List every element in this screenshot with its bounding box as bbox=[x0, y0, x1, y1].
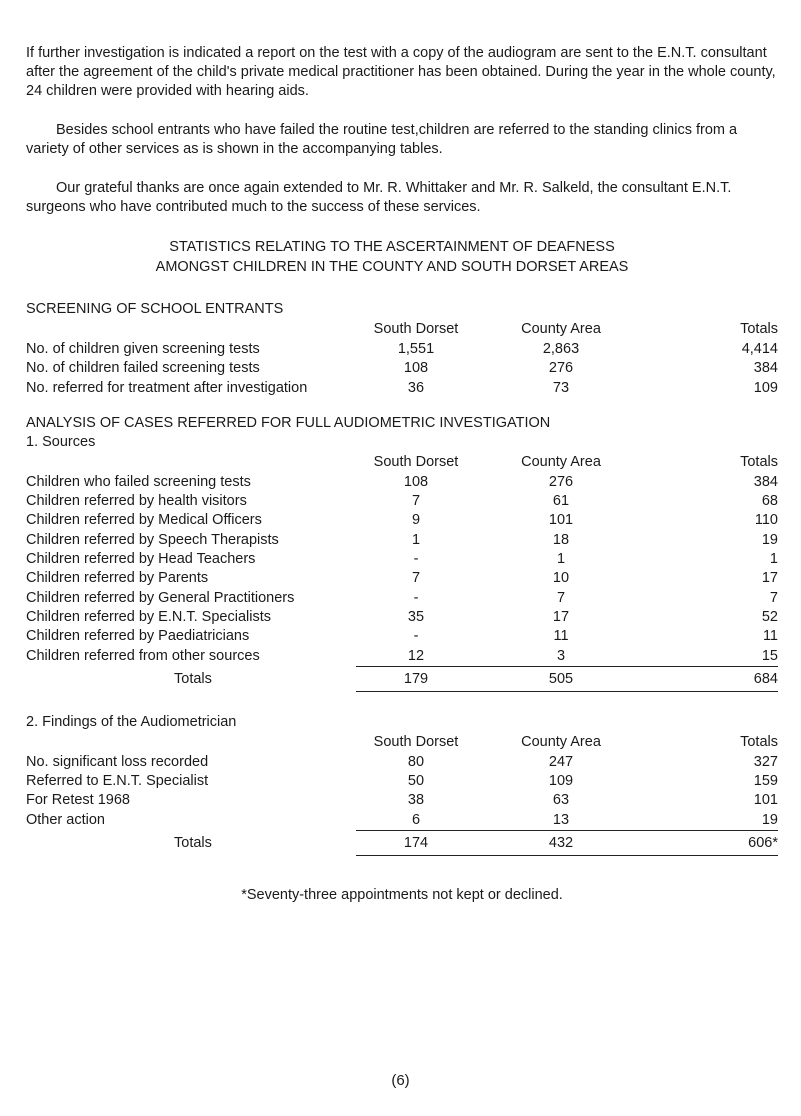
column-header-county-area: County Area bbox=[521, 453, 601, 470]
page-number: (6) bbox=[391, 1072, 410, 1089]
totals-value: 4,414 bbox=[741, 341, 778, 357]
document-page bbox=[26, 44, 778, 905]
totals-value: 327 bbox=[753, 753, 778, 770]
table-row bbox=[26, 550, 778, 569]
south-dorset-value: 108 bbox=[403, 473, 429, 490]
table-row bbox=[26, 753, 778, 772]
table-row bbox=[26, 340, 778, 359]
table-row bbox=[26, 772, 778, 791]
county-area-value: 63 bbox=[552, 792, 570, 809]
table-row bbox=[26, 647, 778, 667]
county-area-value: 3 bbox=[476, 647, 646, 667]
table-header-row bbox=[26, 452, 778, 473]
county-area-value: 61 bbox=[552, 493, 570, 510]
table-row bbox=[26, 569, 778, 588]
column-header-totals: Totals bbox=[740, 733, 778, 750]
county-area-total: 505 bbox=[476, 666, 646, 691]
county-area-value: 109 bbox=[548, 773, 574, 790]
row-label: Children referred by E.N.T. Specialists bbox=[26, 608, 271, 625]
county-area-value: 10 bbox=[552, 570, 570, 587]
row-label: Children who failed screening tests bbox=[26, 473, 251, 490]
south-dorset-value: 7 bbox=[411, 493, 421, 510]
sources-table bbox=[26, 452, 778, 692]
totals-value: 68 bbox=[761, 493, 778, 510]
south-dorset-value: - bbox=[413, 551, 419, 568]
analysis-title: ANALYSIS OF CASES REFERRED FOR FULL AUDIOMETRIC INVESTIGATION bbox=[26, 414, 551, 431]
paragraph-clinics: Besides school entrants who have failed the routine test,children are referred to the standing clinics from a variety of other services as is shown in the accompanying tables. bbox=[26, 122, 738, 157]
totals-value: 17 bbox=[761, 570, 778, 587]
heading-line-1: STATISTICS RELATING TO THE ASCERTAINMENT OF DEAFNESS bbox=[169, 239, 615, 255]
row-label: Children referred by Parents bbox=[26, 570, 209, 587]
row-label: Children referred by Paediatricians bbox=[26, 628, 250, 645]
table-row bbox=[26, 791, 778, 810]
table-row bbox=[26, 473, 778, 492]
row-label: Referred to E.N.T. Specialist bbox=[26, 773, 209, 790]
row-label: No. of children given screening tests bbox=[26, 341, 260, 357]
table-row bbox=[26, 627, 778, 646]
south-dorset-value: 50 bbox=[407, 773, 425, 790]
column-header-county-area: County Area bbox=[521, 733, 601, 750]
totals-value: 7 bbox=[769, 589, 778, 606]
totals-value: 19 bbox=[646, 811, 778, 831]
county-area-total: 432 bbox=[476, 831, 646, 856]
findings-table bbox=[26, 732, 778, 856]
south-dorset-value: 80 bbox=[407, 753, 425, 770]
screening-table bbox=[26, 319, 778, 398]
totals-value: 1 bbox=[769, 551, 778, 568]
paragraph-referral: If further investigation is indicated a report on the test with a copy of the audiogram are sent to the E.N.T. consultant after the agreement of the child's private medical practitioner has been obtained. During the year in the whole county, 24 children were provided with hearing aids. bbox=[26, 45, 776, 99]
paragraph-thanks: Our grateful thanks are once again extended to Mr. R. Whittaker and Mr. R. Salkeld, the consultant E.N.T. surgeons who have contributed much to the success of these services. bbox=[26, 180, 732, 215]
table-row bbox=[26, 811, 778, 831]
column-header-county-area: County Area bbox=[521, 320, 601, 337]
totals-value: 109 bbox=[753, 379, 778, 396]
column-header-south-dorset: South Dorset bbox=[373, 453, 459, 470]
column-header-south-dorset: South Dorset bbox=[373, 733, 459, 750]
totals-value: 19 bbox=[761, 531, 778, 548]
county-area-value: 276 bbox=[548, 360, 574, 377]
totals-value: 52 bbox=[761, 608, 778, 625]
row-label: Children referred by health visitors bbox=[26, 493, 247, 510]
table-header-row bbox=[26, 732, 778, 753]
south-dorset-value: - bbox=[413, 628, 419, 645]
column-header-south-dorset: South Dorset bbox=[373, 320, 459, 337]
county-area-value: 73 bbox=[552, 379, 570, 396]
totals-value: 15 bbox=[646, 647, 778, 667]
south-dorset-value: 7 bbox=[411, 570, 421, 587]
table-row bbox=[26, 379, 778, 398]
row-label: Children referred by Head Teachers bbox=[26, 551, 256, 568]
totals-value: 384 bbox=[753, 473, 778, 490]
south-dorset-value: - bbox=[413, 589, 419, 606]
table-row bbox=[26, 531, 778, 550]
south-dorset-value: 6 bbox=[356, 811, 476, 831]
south-dorset-value: 108 bbox=[403, 360, 429, 377]
totals-value: 159 bbox=[753, 773, 778, 790]
south-dorset-value: 12 bbox=[356, 647, 476, 667]
south-dorset-value: 35 bbox=[407, 608, 425, 625]
table-row bbox=[26, 492, 778, 511]
south-dorset-value: 1 bbox=[411, 531, 421, 548]
south-dorset-total: 174 bbox=[356, 831, 476, 856]
row-label: Children referred by Speech Therapists bbox=[26, 531, 279, 548]
row-label: Other action bbox=[26, 812, 105, 828]
county-area-value: 1 bbox=[556, 551, 566, 568]
findings-title: 2. Findings of the Audiometrician bbox=[26, 713, 237, 730]
south-dorset-value: 36 bbox=[407, 379, 425, 396]
south-dorset-value: 38 bbox=[407, 792, 425, 809]
table-header-row bbox=[26, 319, 778, 340]
county-area-value: 2,863 bbox=[542, 341, 580, 357]
table-row bbox=[26, 589, 778, 608]
row-label: No. referred for treatment after investigation bbox=[26, 379, 308, 396]
county-area-value: 7 bbox=[556, 589, 566, 606]
heading-line-2: AMONGST CHILDREN IN THE COUNTY AND SOUTH DORSET AREAS bbox=[155, 258, 629, 275]
county-area-value: 18 bbox=[552, 531, 570, 548]
row-label: Children referred by Medical Officers bbox=[26, 512, 262, 529]
totals-value: 101 bbox=[753, 792, 778, 809]
county-area-value: 13 bbox=[476, 811, 646, 831]
table-row bbox=[26, 359, 778, 378]
south-dorset-value: 9 bbox=[411, 512, 421, 529]
county-area-value: 276 bbox=[548, 473, 574, 490]
screening-title: SCREENING OF SCHOOL ENTRANTS bbox=[26, 301, 284, 317]
row-label: No. significant loss recorded bbox=[26, 753, 209, 770]
county-area-value: 247 bbox=[548, 753, 574, 770]
county-area-value: 11 bbox=[553, 628, 569, 645]
totals-row bbox=[26, 831, 778, 856]
column-header-totals: Totals bbox=[740, 320, 778, 337]
row-label: Children referred by General Practitioners bbox=[26, 589, 295, 606]
statistics-heading bbox=[6, 238, 778, 277]
south-dorset-total: 179 bbox=[356, 666, 476, 691]
totals-value: 110 bbox=[754, 512, 778, 529]
grand-total: 684 bbox=[646, 666, 778, 691]
totals-label: Totals bbox=[174, 835, 212, 852]
grand-total: 606* bbox=[646, 831, 778, 856]
south-dorset-value: 1,551 bbox=[397, 341, 435, 357]
totals-row bbox=[26, 666, 778, 691]
county-area-value: 17 bbox=[552, 608, 570, 625]
totals-value: 11 bbox=[762, 628, 778, 645]
row-label: Children referred from other sources bbox=[26, 647, 260, 664]
totals-label: Totals bbox=[174, 670, 212, 687]
row-label: No. of children failed screening tests bbox=[26, 360, 260, 377]
county-area-value: 101 bbox=[548, 512, 574, 529]
table-row bbox=[26, 511, 778, 530]
column-header-totals: Totals bbox=[740, 453, 778, 470]
row-label: For Retest 1968 bbox=[26, 792, 130, 809]
totals-value: 384 bbox=[753, 360, 778, 377]
table-row bbox=[26, 608, 778, 627]
footnote: *Seventy-three appointments not kept or declined. bbox=[241, 887, 563, 904]
sources-subtitle: 1. Sources bbox=[26, 433, 96, 450]
